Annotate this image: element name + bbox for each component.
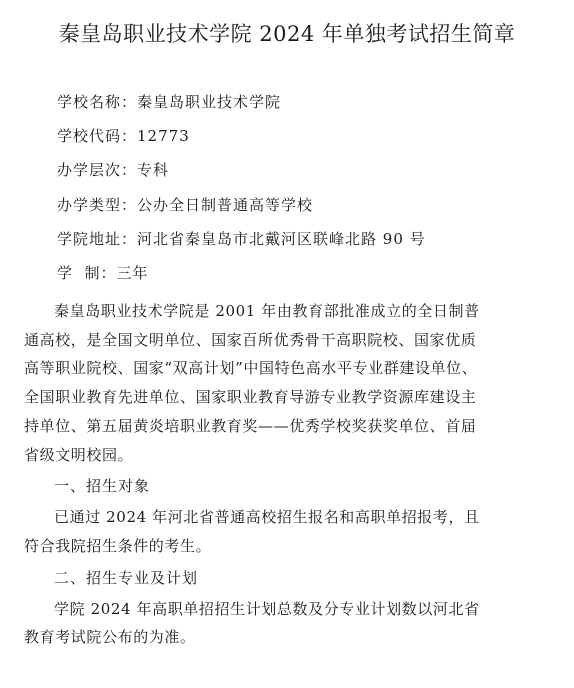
info-row-duration <box>57 260 537 294</box>
info-row-type <box>57 192 537 226</box>
info-label: 学校代码： <box>57 127 138 146</box>
paragraph-line: 通高校，是全国文明单位、国家百所优秀骨干高职院校、国家优质 <box>24 330 477 349</box>
info-value: 秦皇岛职业技术学院 <box>137 93 282 111</box>
info-row-address <box>57 226 537 260</box>
section-paragraph-majors-plan <box>24 595 544 652</box>
info-label: 学校名称： <box>57 93 138 111</box>
paragraph-line: 符合我院招生条件的考生。 <box>24 536 212 555</box>
paragraph-line: 教育考试院公布的为准。 <box>24 628 196 647</box>
paragraph-line: 省级文明校园。 <box>24 445 134 464</box>
intro-paragraph <box>24 297 544 469</box>
section-heading-enrollment-target: 一、招生对象 <box>54 477 151 496</box>
info-value: 12773 <box>137 127 190 146</box>
paragraph-line: 持单位、第五届黄炎培职业教育奖——优秀学校奖获奖单位、首届 <box>24 416 477 435</box>
paragraph-line: 秦皇岛职业技术学院是 2001 年由教育部批准成立的全日制普 <box>54 302 480 320</box>
info-value: 专科 <box>137 161 170 180</box>
info-label: 学院地址： <box>57 229 138 248</box>
paragraph-line: 全国职业教育先进单位、国家职业教育导游专业教学资源库建设主 <box>24 388 477 407</box>
paragraph-line: 高等职业院校、国家“双高计划”中国特色高水平专业群建设单位、 <box>24 359 478 378</box>
paragraph-line: 已通过 2024 年河北省普通高校招生报名和高职单招报考，且 <box>54 508 480 527</box>
info-value: 公办全日制普通高等学校 <box>137 195 314 214</box>
info-row-school-name <box>57 89 537 123</box>
info-label: 学 制： <box>57 263 117 282</box>
section-paragraph-enrollment-target <box>24 503 544 560</box>
paragraph-line: 学院 2024 年高职单招招生计划总数及分专业计划数以河北省 <box>54 599 480 618</box>
info-row-school-code <box>57 123 537 157</box>
info-label: 办学层次： <box>57 161 138 180</box>
info-row-level <box>57 157 537 191</box>
school-info-list <box>57 89 537 294</box>
info-value: 河北省秦皇岛市北戴河区联峰北路 90 号 <box>137 229 426 248</box>
section-heading-majors-plan: 二、招生专业及计划 <box>54 568 199 587</box>
info-value: 三年 <box>116 263 149 282</box>
document-title: 秦皇岛职业技术学院 2024 年单独考试招生简章 <box>58 22 516 46</box>
info-label: 办学类型： <box>57 195 138 214</box>
document-body <box>24 297 544 652</box>
